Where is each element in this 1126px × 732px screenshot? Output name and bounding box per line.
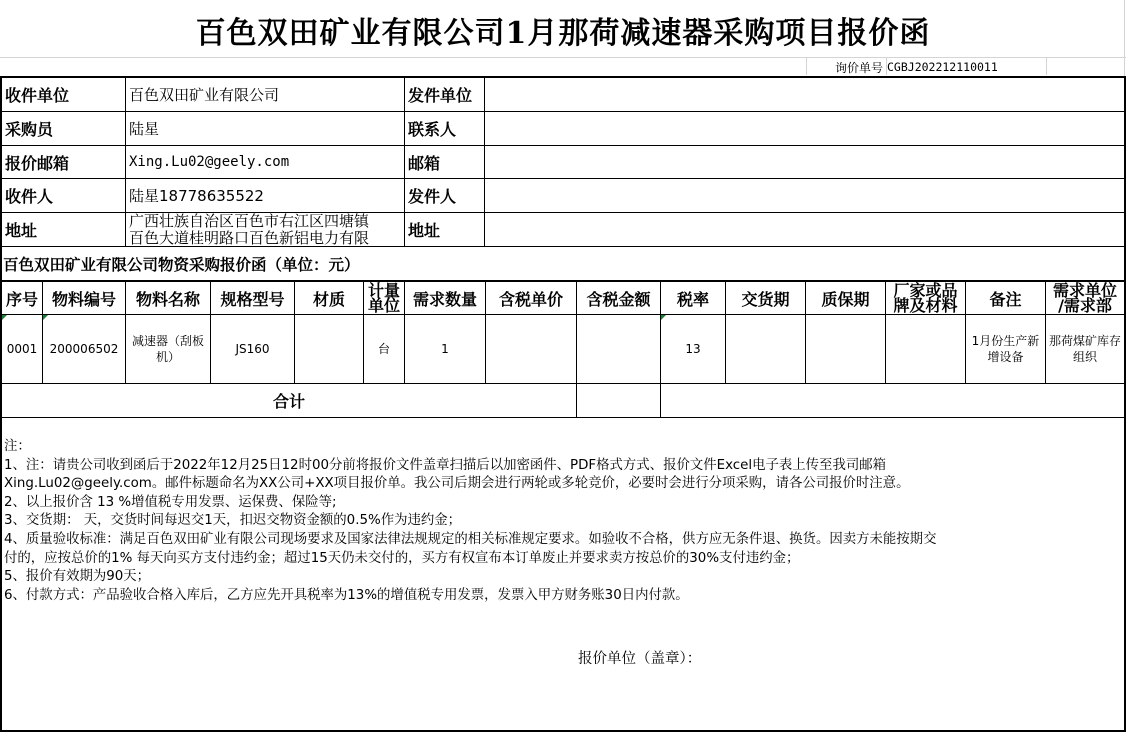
- row-tax: 13: [685, 342, 701, 356]
- row-spec: JS160: [235, 342, 270, 356]
- col-header-seq: 序号: [5, 289, 38, 309]
- col-header-spec: 规格型号: [220, 289, 285, 309]
- inquiry-number-value: CGBJ202212110011: [887, 60, 998, 74]
- address-value: [126, 213, 404, 246]
- total-label: 合计: [272, 392, 305, 411]
- row-code: 200006502: [49, 342, 119, 356]
- row-delivery[interactable]: [726, 315, 805, 383]
- buyer-label: 采购员: [5, 120, 54, 139]
- grid-line: [1046, 57, 1047, 75]
- note-line: 付的，应按总价的1% 每天向买方支付违约金；超过15天仍未交付的，买方有权宣布本订单废止并要求卖方按总价的30%支付违约金；: [4, 550, 800, 566]
- receiver-label: 收件人: [5, 187, 54, 206]
- row-dept: 那荷煤矿库存组织: [1049, 334, 1122, 364]
- notes-block: [4, 438, 1122, 605]
- recipient-unit-label: 收件单位: [5, 86, 70, 105]
- col-header-price: 含税单价: [498, 289, 563, 309]
- col-header-delivery: 交货期: [741, 289, 790, 309]
- quote-email-label: 报价邮箱: [5, 153, 70, 173]
- inquiry-number-label: 询价单号: [834, 60, 883, 75]
- col-header-qty: 需求数量: [412, 289, 477, 309]
- contact-value[interactable]: [485, 112, 1124, 145]
- signature-label: 报价单位（盖章）：: [578, 650, 702, 667]
- col-header-remark: 备注: [989, 289, 1022, 309]
- note-line: 6、付款方式：产品验收合格入库后，乙方应先开具税率为13%的增值税专用发票，发票入甲方财务账30日内付款。: [4, 587, 689, 603]
- note-line: 5、报价有效期为90天；: [4, 569, 151, 585]
- col-header-dept: [1046, 282, 1124, 314]
- col-header-name: 物料名称: [135, 289, 200, 309]
- col-header-code: 物料编号: [51, 289, 116, 309]
- note-line: 3、交货期： 天，交货时间每迟交1天，扣迟交物资金额的0.5%作为违约金；: [4, 513, 462, 529]
- row-warranty[interactable]: [806, 315, 885, 383]
- note-line: 注：: [4, 439, 31, 454]
- section-title: 百色双田矿业有限公司物资采购报价函（单位：元）: [3, 255, 360, 274]
- total-amount[interactable]: [577, 384, 660, 417]
- receiver-value: 陆星18778635522: [129, 187, 264, 205]
- note-line: Xing.Lu02@geely.com。邮件标题命名为XX公司+XX项目报价单。我公司后期会进行两轮或多轮竞价，必要时会进行分项采购，请各公司报价时注意。: [4, 476, 910, 492]
- col-header-warranty: 质保期: [821, 289, 870, 309]
- page-title: 百色双田矿业有限公司1月那荷减速器采购项目报价函: [195, 16, 931, 51]
- col-header-material: 材质: [312, 289, 345, 309]
- address-line-1: 广西壮族自治区百色市右江区四塘镇: [129, 213, 370, 230]
- row-amount[interactable]: [577, 315, 660, 383]
- email-label: 邮箱: [408, 153, 441, 173]
- row-unit: 台: [377, 342, 390, 356]
- row-seq: 0001: [6, 342, 38, 356]
- col-header-dept-line2: /需求部: [1058, 296, 1112, 314]
- note-line: 4、质量验收标准：满足百色双田矿业有限公司现场要求及国家法律法规规定的相关标准规定要求。如验收不合格，供方应无条件退、换货。因卖方未能按期交: [4, 531, 937, 547]
- sender-value[interactable]: [485, 179, 1124, 212]
- row-qty: 1: [441, 342, 449, 356]
- address2-label: 地址: [408, 221, 441, 240]
- col-header-tax: 税率: [676, 289, 709, 309]
- email-value[interactable]: [485, 146, 1124, 178]
- note-line: 1、注：请贵公司收到函后于2022年12月25日12时00分前将报价文件盖章扫描后以加密函件、PDF格式方式、报价文件Excel电子表上传至我司邮箱: [4, 457, 887, 473]
- col-header-brand-line1: 厂家或品: [893, 282, 958, 300]
- col-header-unit-line1: 计量: [367, 282, 400, 300]
- note-line: 2、以上报价含 13 %增值税专用发票、运保费、保险等;: [4, 494, 337, 510]
- row-price[interactable]: [486, 315, 576, 383]
- recipient-unit-value: 百色双田矿业有限公司: [129, 86, 280, 104]
- row-brand[interactable]: [886, 315, 965, 383]
- address-label: 地址: [5, 221, 38, 240]
- buyer-value: 陆星: [129, 120, 160, 138]
- col-header-dept-line1: 需求单位: [1052, 282, 1117, 300]
- col-header-brand: [886, 282, 965, 314]
- col-header-unit-line2: 单位: [367, 296, 400, 314]
- row-material[interactable]: [295, 315, 363, 383]
- col-header-brand-line2: 牌及材料: [893, 296, 958, 314]
- contact-label: 联系人: [408, 120, 457, 139]
- border-line: [0, 417, 1126, 418]
- col-header-unit: [364, 282, 404, 314]
- address2-value[interactable]: [485, 213, 1124, 246]
- sender-unit-label: 发件单位: [408, 86, 473, 105]
- sender-label: 发件人: [408, 187, 457, 206]
- address-line-2: 百色大道桂明路口百色新铝电力有限: [129, 229, 370, 246]
- quote-email-value[interactable]: Xing.Lu02@geely.com: [129, 154, 290, 170]
- row-name: 减速器（刮板机）: [131, 334, 204, 364]
- col-header-amount: 含税金额: [586, 289, 651, 309]
- row-remark: 1月份生产新增设备: [971, 334, 1040, 364]
- sender-unit-value[interactable]: [485, 78, 1124, 111]
